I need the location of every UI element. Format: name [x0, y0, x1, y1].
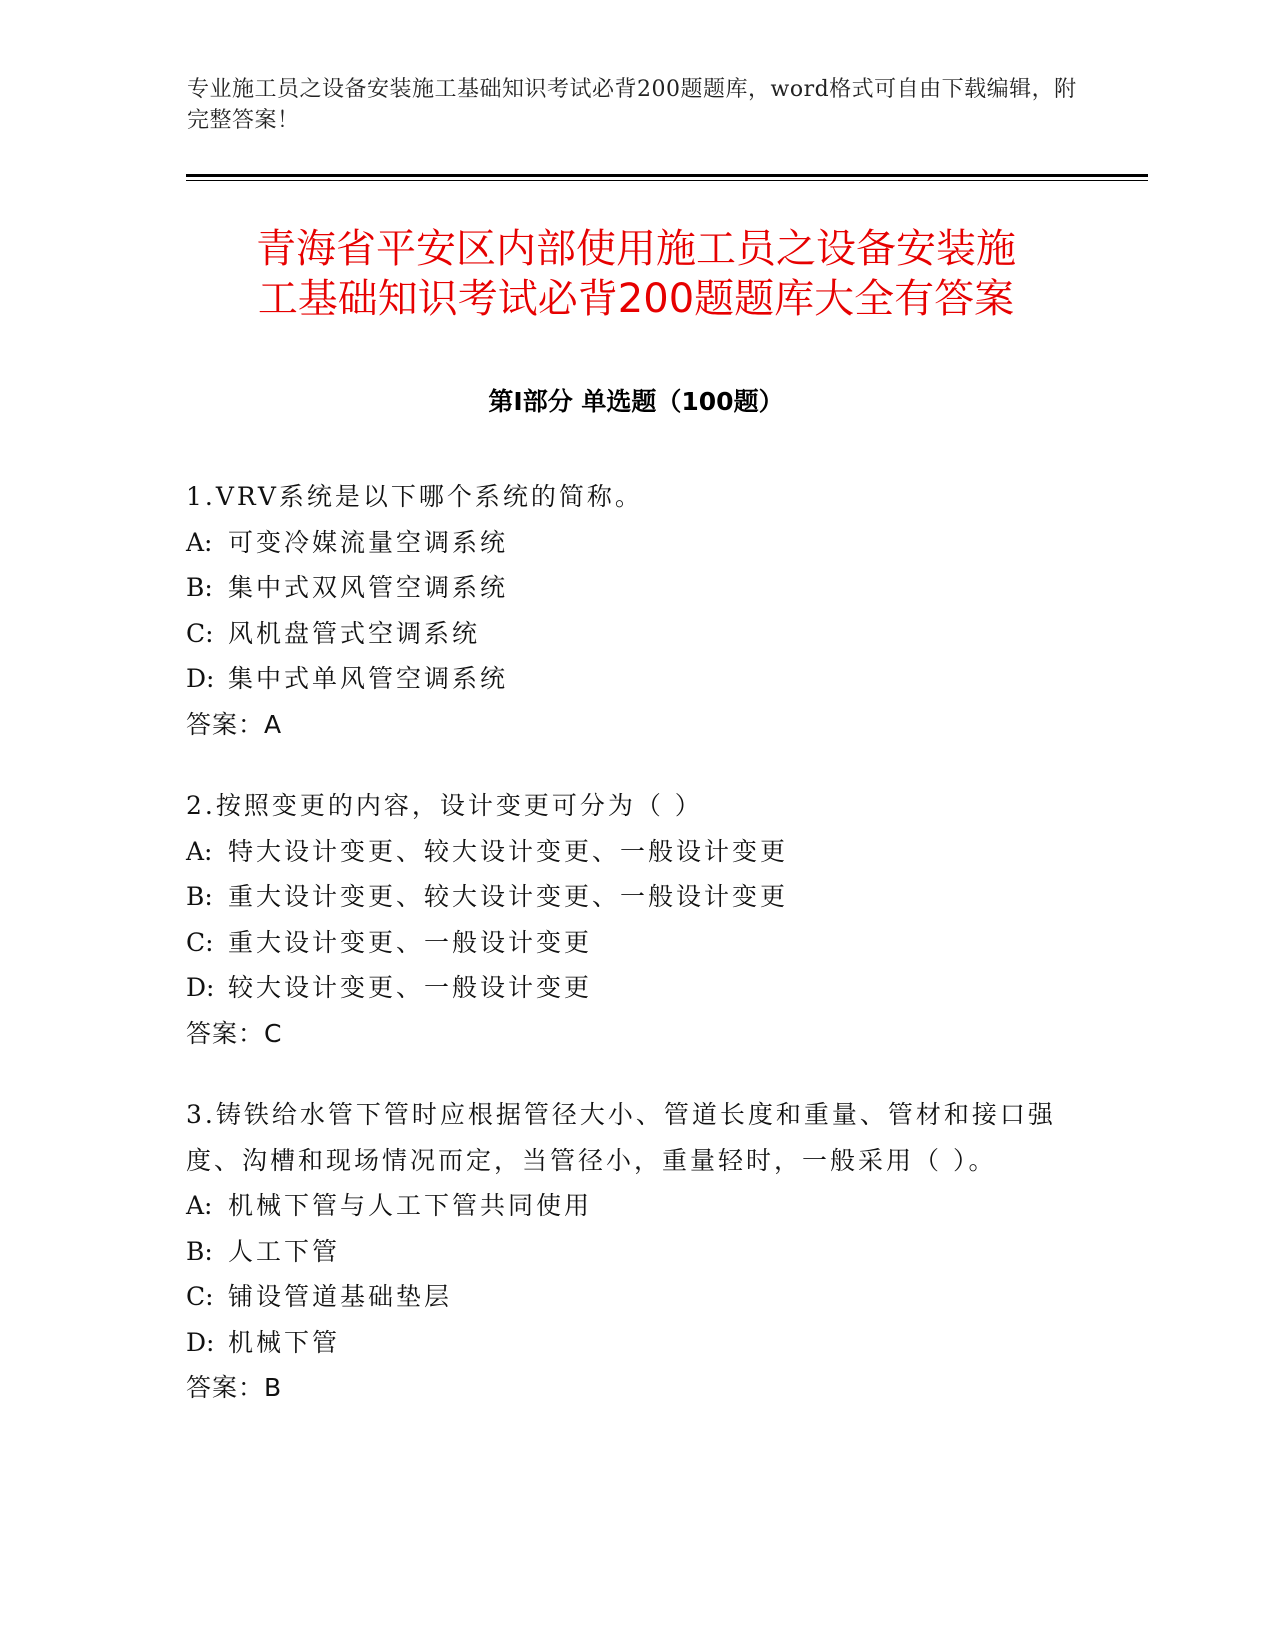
option-text: 人工下管: [228, 1236, 341, 1266]
option-a: [186, 1183, 1066, 1229]
answer-line: 答案：B: [186, 1373, 283, 1402]
question-3: [186, 1092, 1066, 1411]
option-a: [186, 520, 1066, 566]
question-stem: 1.VRV系统是以下哪个系统的简称。: [186, 482, 643, 511]
document-title-line-1: 青海省平安区内部使用施工员之设备安装施: [256, 226, 1016, 272]
option-key: C:: [186, 927, 214, 957]
question-list: [186, 474, 1066, 1447]
option-key: A:: [186, 836, 213, 866]
option-text: 较大设计变更、一般设计变更: [228, 973, 593, 1002]
answer-line: 答案：A: [186, 709, 283, 739]
option-text: 集中式双风管空调系统: [228, 573, 509, 602]
option-d: [186, 656, 1066, 702]
option-key: A:: [186, 527, 213, 557]
header-note: 专业施工员之设备安装施工基础知识考试必背200题题库，word格式可自由下载编辑，附完整答案！: [187, 77, 1077, 133]
option-key: B:: [186, 1236, 213, 1266]
option-key: C:: [186, 618, 214, 648]
option-key: B:: [186, 882, 213, 911]
question-stem: 2.按照变更的内容，设计变更可分为（ ）: [186, 791, 703, 820]
option-text: 集中式单风管空调系统: [228, 664, 509, 693]
option-text: 铺设管道基础垫层: [228, 1282, 453, 1311]
option-text: 特大设计变更、较大设计变更、一般设计变更: [228, 836, 789, 866]
option-key: B:: [186, 573, 213, 602]
option-d: [186, 965, 1066, 1011]
option-text: 可变冷媒流量空调系统: [228, 527, 509, 557]
option-key: D:: [186, 973, 215, 1002]
option-text: 风机盘管式空调系统: [228, 618, 481, 648]
document-title-line-2: 工基础知识考试必背200题题库大全有答案: [257, 276, 1015, 322]
option-text: 机械下管: [228, 1327, 341, 1357]
question-2: [186, 783, 1066, 1056]
option-c: [186, 611, 1066, 657]
option-key: A:: [186, 1191, 213, 1220]
option-b: [186, 1229, 1066, 1275]
option-c: [186, 920, 1066, 966]
answer-line: 答案：C: [186, 1018, 283, 1048]
question-1: [186, 474, 1066, 747]
header-divider-thick: [186, 174, 1148, 177]
header-divider-thin: [186, 180, 1148, 181]
option-b: [186, 874, 1066, 920]
option-b: [186, 565, 1066, 611]
option-text: 重大设计变更、一般设计变更: [228, 927, 593, 957]
option-key: D:: [186, 664, 215, 693]
document-title: [186, 224, 1086, 324]
option-a: [186, 829, 1066, 875]
option-c: [186, 1274, 1066, 1320]
section-title: 第Ⅰ部分 单选题（100题）: [488, 387, 784, 416]
question-stem: 3.铸铁给水管下管时应根据管径大小、管道长度和重量、管材和接口强度、沟槽和现场情况而定，当管径小，重量轻时，一般采用（ ）。: [186, 1100, 1056, 1175]
option-d: [186, 1320, 1066, 1366]
option-text: 重大设计变更、较大设计变更、一般设计变更: [228, 882, 789, 911]
option-text: 机械下管与人工下管共同使用: [228, 1191, 593, 1220]
option-key: C:: [186, 1282, 214, 1311]
option-key: D:: [186, 1327, 215, 1357]
